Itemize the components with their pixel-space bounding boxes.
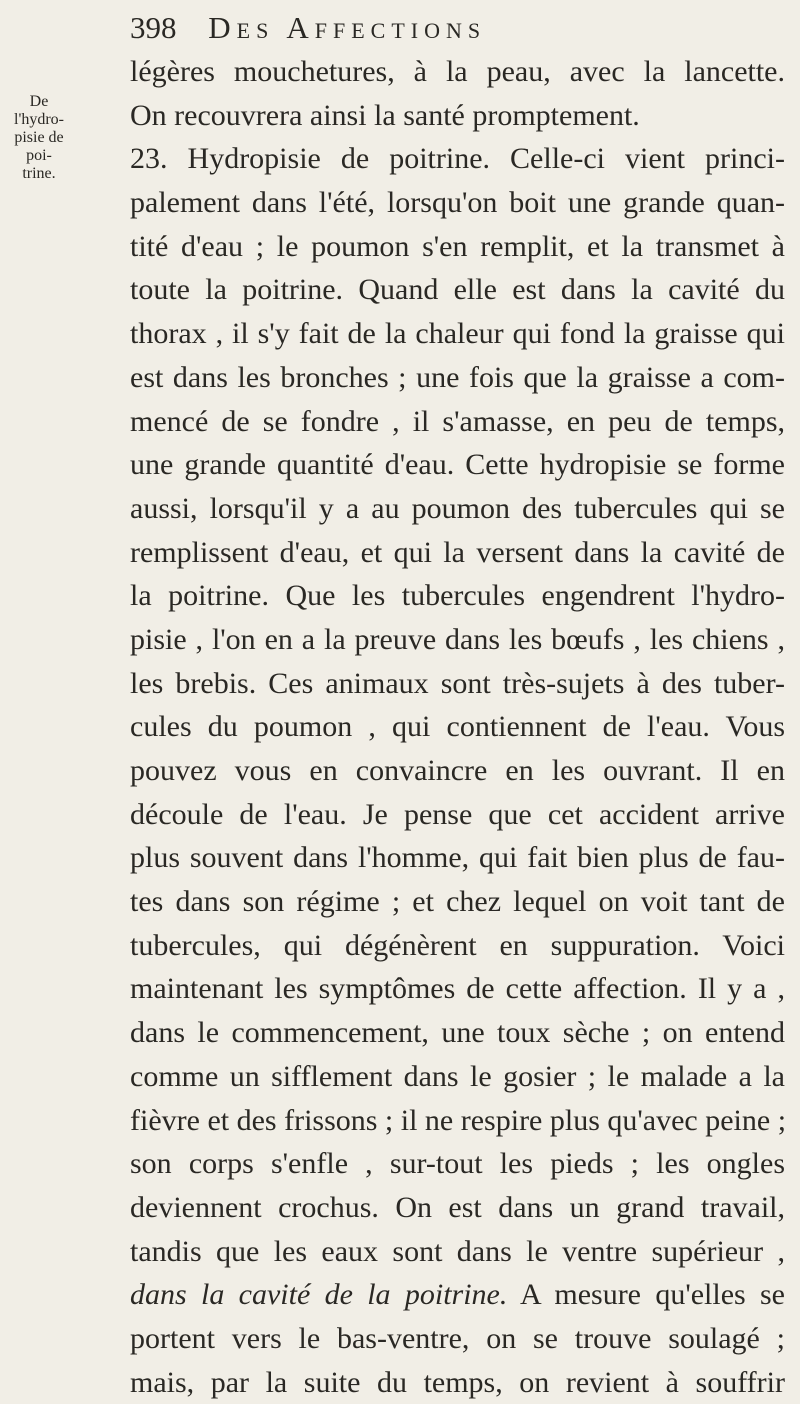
text-line: deviennent crochus. On est dans un grand travail, xyxy=(130,1190,785,1224)
text-line: mais, par la suite du temps, on revient à souffrir xyxy=(130,1365,785,1399)
text-line: palement dans l'été, lorsqu'on boit une grande quan- xyxy=(130,186,785,220)
text-line: plus souvent dans l'homme, qui fait bien plus de fau- xyxy=(130,841,785,875)
text-line: légères mouchetures, à la peau, avec la lancette. xyxy=(130,55,785,88)
text-line: toute la poitrine. Quand elle est dans la cavité du xyxy=(130,273,785,307)
text-line: mencé de se fondre , il s'amasse, en peu de temps, xyxy=(130,404,785,438)
margin-note-line: trine. xyxy=(22,165,56,182)
text-line: portent vers le bas-ventre, on se trouve soulagé ; xyxy=(130,1321,785,1355)
margin-note-line: De l'hydro- xyxy=(14,93,64,128)
text-line: tubercules, qui dégénèrent en suppuration. Voici xyxy=(130,928,785,962)
text-line: aussi, lorsqu'il y a au poumon des tubercules qui se xyxy=(130,491,785,525)
text-line: découle de l'eau. Je pense que cet accident arrive xyxy=(130,797,785,831)
body-text xyxy=(130,50,785,1404)
text-fragment: A mesure qu'elles se xyxy=(507,1278,786,1312)
text-line: thorax , il s'y fait de la chaleur qui fond la graisse qui xyxy=(130,317,785,351)
text-line: est dans les bronches ; une fois que la graisse a com- xyxy=(130,360,785,394)
text-line: pisie , l'on en a la preuve dans les bœufs , les chiens , xyxy=(130,622,785,656)
text-line: une grande quantité d'eau. Cette hydropisie se forme xyxy=(130,448,785,482)
running-title: Des Affections xyxy=(208,10,487,45)
text-line: la poitrine. Que les tubercules engendrent l'hydro- xyxy=(130,579,785,613)
text-line: 23. Hydropisie de poitrine. Celle-ci vient princi- xyxy=(130,142,785,176)
text-line: remplissent d'eau, et qui la versent dans la cavité de xyxy=(130,535,785,569)
page-header xyxy=(130,8,770,48)
text-line: dans le commencement, une toux sèche ; on entend xyxy=(130,1016,785,1050)
italic-phrase: dans la cavité de la poitrine. xyxy=(130,1278,508,1312)
text-line: pouvez vous en convaincre en les ouvrant. Il en xyxy=(130,754,785,787)
text-line: tes dans son régime ; et chez lequel on voit tant de xyxy=(130,885,785,919)
text-line: tité d'eau ; le poumon s'en remplit, et la transmet à xyxy=(130,229,785,263)
text-line: son corps s'enfle , sur-tout les pieds ; les ongles xyxy=(130,1147,785,1181)
margin-note-line: pisie de poi- xyxy=(14,129,64,164)
text-line: comme un sifflement dans le gosier ; le malade a la xyxy=(130,1059,785,1093)
text-line xyxy=(130,1273,785,1317)
text-line: tandis que les eaux sont dans le ventre supérieur , xyxy=(130,1234,785,1268)
page-number: 398 xyxy=(130,10,177,45)
text-line: maintenant les symptômes de cette affection. Il y a , xyxy=(130,972,785,1006)
text-line: On recouvrera ainsi la santé promptement. xyxy=(130,98,640,132)
text-line: les brebis. Ces animaux sont très-sujets à des tuber- xyxy=(130,666,785,700)
margin-note xyxy=(4,93,74,183)
text-line: fièvre et des frissons ; il ne respire plus qu'avec peine ; xyxy=(130,1103,787,1137)
text-line: cules du poumon , qui contiennent de l'eau. Vous xyxy=(130,710,785,744)
